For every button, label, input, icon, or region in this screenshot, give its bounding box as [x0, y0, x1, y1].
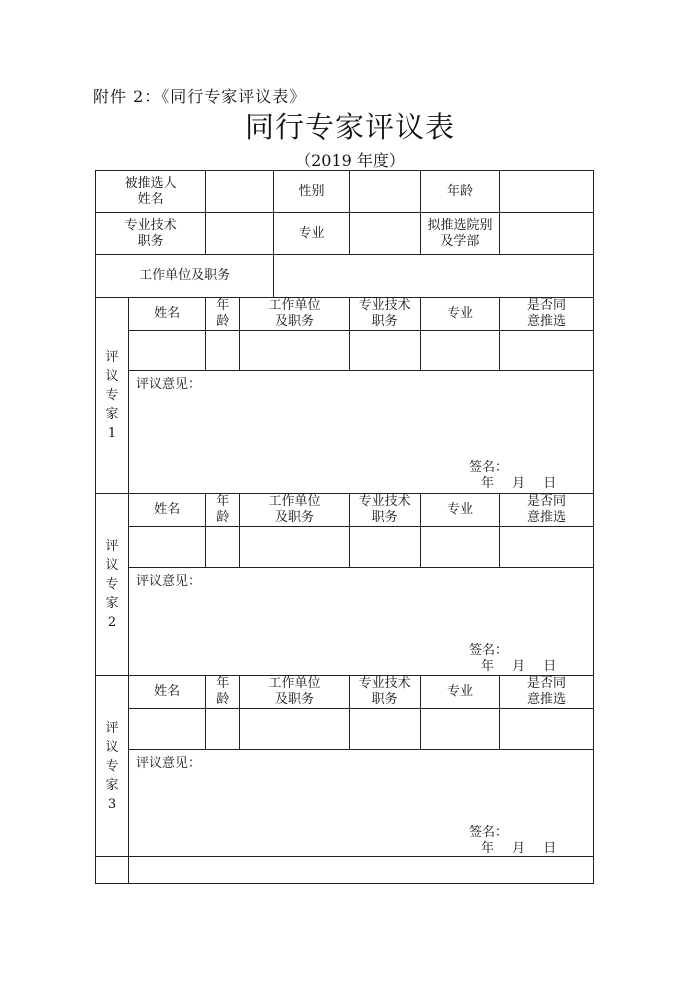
expert-2-opinion-row [96, 568, 594, 676]
expert-2-name-field[interactable] [128, 527, 205, 568]
blank-cell-right[interactable] [128, 857, 593, 884]
expert-3-major-field[interactable] [420, 709, 499, 750]
expert-1-input-row [96, 331, 594, 371]
col-major-header: 专业 [420, 298, 499, 331]
col-age-header: 年龄 [206, 676, 240, 709]
candidate-row-3 [96, 255, 594, 298]
tech-title-value-field[interactable] [206, 213, 274, 255]
workunit-label: 工作单位及职务 [139, 268, 231, 283]
expert-2-input-row [96, 527, 594, 568]
year-label: （2019 年度） [295, 151, 405, 170]
col-name-header: 姓名 [128, 494, 205, 527]
col-workunit-header: 工作单位及职务 [240, 676, 349, 709]
col-workunit-header: 工作单位及职务 [240, 494, 349, 527]
col-name-header: 姓名 [128, 298, 205, 331]
col-major-header: 专业 [420, 676, 499, 709]
date-label: 年 月 日 [480, 476, 557, 491]
major-value-field[interactable] [349, 213, 420, 255]
workunit-value-field[interactable] [274, 255, 594, 298]
expert-1-opinion-row [96, 371, 594, 494]
col-age-header: 年龄 [206, 298, 240, 331]
expert-1-header-row [96, 298, 594, 331]
expert-2-header-row [96, 494, 594, 527]
gender-label-cell [274, 171, 349, 213]
major-label-cell [274, 213, 349, 255]
gender-value-field[interactable] [349, 171, 420, 213]
major-label: 专业 [298, 225, 325, 241]
attachment-label: 附件 2：《同行专家评议表》 [93, 87, 307, 106]
tech-title-label: 专业技术职务 [124, 217, 177, 249]
expert-3-workunit-field[interactable] [240, 709, 349, 750]
date-label: 年 月 日 [480, 841, 557, 856]
signature-label: 签名： [468, 460, 508, 475]
expert-2-major-field[interactable] [420, 527, 499, 568]
col-agree-header: 是否同意推选 [500, 494, 594, 527]
expert-2-label-cell [96, 494, 129, 676]
blank-row [96, 857, 594, 884]
expert-3-label: 评议专家3 [105, 720, 119, 812]
candidate-row-1 [96, 171, 594, 213]
date-label: 年 月 日 [480, 659, 557, 674]
expert-1-opinion-field[interactable] [128, 371, 593, 494]
expert-2-age-field[interactable] [206, 527, 240, 568]
blank-cell-left [96, 857, 129, 884]
age-label-cell [420, 171, 499, 213]
col-agree-header: 是否同意推选 [500, 298, 594, 331]
expert-1-age-field[interactable] [206, 331, 240, 371]
col-agree-header: 是否同意推选 [500, 676, 594, 709]
expert-2-opinion-field[interactable] [128, 568, 593, 676]
dept-value-field[interactable] [500, 213, 594, 255]
expert-3-opinion-row [96, 750, 594, 857]
dept-label: 拟推选院别及学部 [427, 217, 493, 249]
expert-2-label: 评议专家2 [105, 539, 119, 630]
name-label: 被推选人姓名 [124, 175, 177, 207]
col-tech-title-header: 专业技术职务 [349, 676, 420, 709]
opinion-label: 评议意见： [135, 756, 201, 771]
expert-3-agree-field[interactable] [500, 709, 594, 750]
signature-label: 签名： [468, 825, 508, 840]
col-workunit-header: 工作单位及职务 [240, 298, 349, 331]
age-value-field[interactable] [500, 171, 594, 213]
col-name-header: 姓名 [128, 676, 205, 709]
expert-3-opinion-field[interactable] [128, 750, 593, 857]
workunit-label-cell [96, 255, 274, 298]
expert-2-tech-title-field[interactable] [349, 527, 420, 568]
expert-3-tech-title-field[interactable] [349, 709, 420, 750]
tech-title-label-cell [96, 213, 206, 255]
dept-label-cell [420, 213, 499, 255]
expert-1-major-field[interactable] [420, 331, 499, 371]
col-age-header: 年龄 [206, 494, 240, 527]
expert-1-tech-title-field[interactable] [349, 331, 420, 371]
expert-1-label: 评议专家1 [105, 350, 119, 441]
expert-1-workunit-field[interactable] [240, 331, 349, 371]
opinion-label: 评议意见： [135, 377, 201, 392]
expert-1-label-cell [96, 298, 129, 494]
age-label: 年龄 [446, 183, 473, 199]
opinion-label: 评议意见： [135, 574, 201, 589]
expert-3-input-row [96, 709, 594, 750]
expert-3-label-cell [96, 676, 129, 857]
expert-3-header-row [96, 676, 594, 709]
gender-label: 性别 [298, 183, 325, 199]
expert-2-agree-field[interactable] [500, 527, 594, 568]
name-label-cell [96, 171, 206, 213]
page-title: 同行专家评议表 [244, 110, 455, 144]
col-tech-title-header: 专业技术职务 [349, 298, 420, 331]
expert-3-age-field[interactable] [206, 709, 240, 750]
review-form-table [95, 170, 594, 884]
expert-1-name-field[interactable] [128, 331, 205, 371]
candidate-row-2 [96, 213, 594, 255]
expert-1-agree-field[interactable] [500, 331, 594, 371]
col-tech-title-header: 专业技术职务 [349, 494, 420, 527]
col-major-header: 专业 [420, 494, 499, 527]
signature-label: 签名： [468, 643, 508, 658]
expert-3-name-field[interactable] [128, 709, 205, 750]
name-value-field[interactable] [206, 171, 274, 213]
expert-2-workunit-field[interactable] [240, 527, 349, 568]
